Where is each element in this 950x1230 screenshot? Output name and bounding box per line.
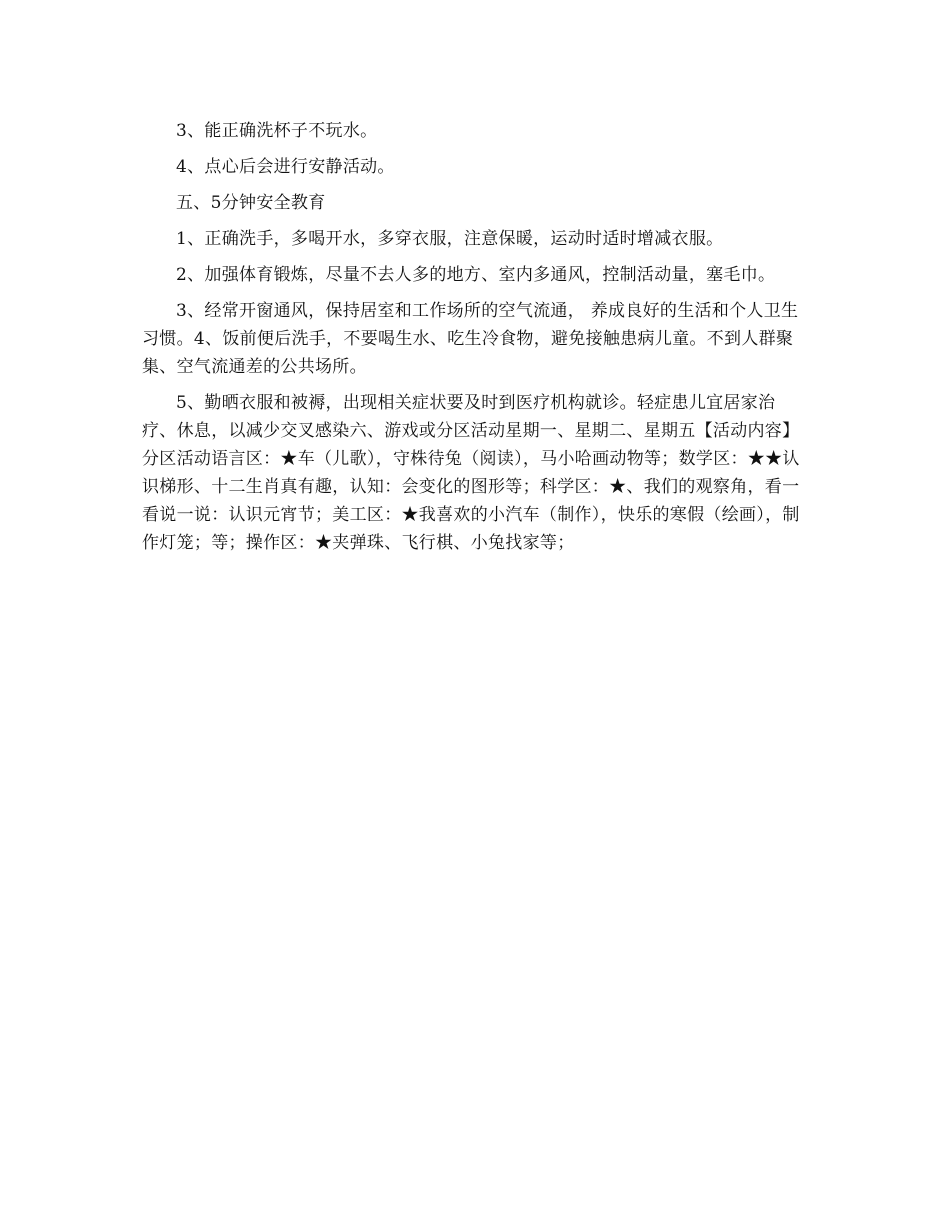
section-heading-safety-education: 五、5分钟安全教育 <box>176 193 326 213</box>
paragraph-safety-5: 5、勤晒衣服和被褥，出现相关症状要及时到医疗机构就诊。轻症患儿宜居家治疗、休息，以减少交叉感染六、游戏或分区活动星期一、星期二、星期五【活动内容】 分区活动语言区：★车（儿歌），守株待兔（阅读），马小哈画动物等；数学区：★★认识梯形、十二生肖真有趣，认知：会变化的图形等；科学区：★、我们的观察角，看一看说一说：认识元宵节；美工区：★我喜欢的小汽车（制作），快乐的寒假（绘画），制作灯笼；等；操作区：★夹弹珠、飞行棋、小兔找家等； <box>142 393 800 553</box>
document-body <box>142 117 802 565</box>
paragraph-item-3: 3、能正确洗杯子不玩水。 <box>176 121 378 141</box>
paragraph-safety-3: 3、经常开窗通风，保持居室和工作场所的空气流通， 养成良好的生活和个人卫生习惯。4、饭前便后洗手，不要喝生水、吃生冷食物，避免接触患病儿童。不到人群聚集、空气流通差的公共场所。 <box>142 301 799 377</box>
paragraph-safety-1: 1、正确洗手，多喝开水，多穿衣服，注意保暖，运动时适时增减衣服。 <box>176 229 724 249</box>
paragraph-item-4: 4、点心后会进行安静活动。 <box>176 157 395 177</box>
paragraph-safety-2: 2、加强体育锻炼，尽量不去人多的地方、室内多通风，控制活动量，塞毛巾。 <box>176 265 776 285</box>
